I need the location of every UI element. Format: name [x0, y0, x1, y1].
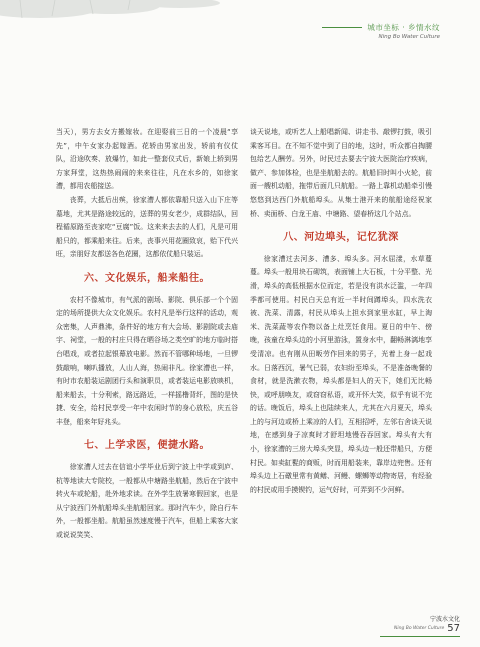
- section-heading-6: 六、文化娱乐，船来船往。: [84, 272, 210, 284]
- paragraph: 徐家漕人过去在信谊小学毕业后到宁波上中学或到庐、杭等地读大专院校，一般都从中塘路坐航船，然后在宁波中转火车或轮船，赴外地求读。在外学生放暑寒假回家，也是从宁波西门外航船埠头坐航船回家。那时汽车少，除自行车外，一般都坐船。航船虽然速度慢于汽车，但船上乘客大家或说说笑笑、: [56, 463, 238, 540]
- paragraph: 徐家漕过去河多、漕多、埠头多。河水屈漾，水草蔓蔓。埠头一般用块石砌筑，表面铺上大石板，十分平整、光滑，埠头的高低根据水位而定，若是没有洪水泛滥，一年四季都可使用。村民白天总有近一半时间蹲埠头，四水洗衣被、洗菜、清露，村民从埠头上担水到家里水缸，早上淘米、洗菜蔬等农作物以备上灶烹饪食用。夏日的中午、傍晚，孩童在埠头边的小河里游泳，置身水中，翻畅淋漓地享受清凉。也有刚从田畈劳作回来的男子，光着上身一起戏水。日落西沉，暑气已弱，农妇纷至埠头，不是准备晚餐的食材，就是洗漱衣物，埠头都是妇人的天下，她们无比畅快，或呼朋唤友，或窃窃私语，或开怀大笑，似乎有说不完的话。晚饭后，埠头上也陆续来人，尤其在六月夏天，埠头上的与河边或桥上乘凉的人们，互相招呼，左邻右舍谈天说地，在感到身子凉爽时才舒坦地慢吞吞回家。埠头有大有小，徐家漕的三房大埠头突显，埠头边一般还带船只，方便村民。如卖缸甏的商贩，时而用船装来，靠岸边兜售。还有埠头边上石礅里常有黄鳝、河鳗、螺蛳等动物寄居，有经验的村民或用手摸锲钓，运气好时，可弄到不少河鲜。: [250, 254, 432, 494]
- paragraph: 农村不像城市，有气派的剧场、影院、俱乐部一个个固定的场所提供大众文化娱乐。农村凡是举行这样的活动，观众密集，人声鼎沸，条件好的地方有大会场、影剧院或去庙宇、祠堂，一般的村庄只得在晒谷场之类空旷的地方临时搭台唱戏，或者拉起银幕放电影。然而不管哪种场地，一旦锣鼓敲响，喇叭播放，人山人海，热闹非凡。徐家漕也一样，有时市农船装运剧团行头和演职员，或者装运电影放映机，船来船去，十分利索，路远路近，一样摇橹背纤，图的是快捷、安全，给村民享受一年中农闲时节的身心放松，庆五谷丰登，船来年好兆头。: [56, 295, 238, 426]
- right-column: [250, 126, 432, 497]
- page-footer: [394, 614, 460, 634]
- section-heading-7: 七、上学求医，便捷水路。: [84, 440, 210, 452]
- running-header-title: 城市坐标 · 乡情水纹: [367, 23, 440, 32]
- footer-title: 宁波水文化: [429, 616, 460, 623]
- left-column: [56, 126, 238, 543]
- paragraph: 谈天说地，或听艺人上船唱新闻、讲走书、敲锣打鼓，吸引乘客耳目。在不知不觉中到了目的地，这时，听众都自掏腰包给艺人酬劳。另外，时民过去要去宁波大医院治疗疾病，做产、参加体检，也是坐航船去的。航船旧时叫小火轮，前面一艘机动船，拖带后面几只航船。一路上靠机动船牵引慢悠悠到达西门外航船埠头。从集士港开来的航船途经祝家桥、卖面桥、白龙王庙、中塘路、望春桥这几个站点。: [250, 128, 432, 218]
- running-header: [367, 22, 440, 40]
- header-rule: [322, 27, 362, 28]
- paragraph: 丧葬，大抵后出殡，徐家漕人都依靠船只送入山下庄等墓地，尤其是路途较远的，送葬的男女老少，成群结队，回程循原路至丧家吃“豆腐”饭。这来来去去的人们，凡是可用船只的，都乘船来往。后来，丧事兴用花圈致哀，贻下代兴旺，亲朋好友都送各色花圈，这都依仗船只装运。: [56, 195, 238, 259]
- running-header-subtitle: Ning Bo Water Culture: [378, 34, 440, 40]
- section-heading-8: 八、河边埠头，记忆犹深: [283, 232, 399, 244]
- paragraph: 当天），男方去女方搬嫁妆。在迎娶前三日的一个凌晨“享先”，中午女家办起嫁酒。花轿由男家出发，轿前有仪仗队，沿途吹奏、放爆竹，如此一整套仪式后，新娘上轿到男方家拜堂，这热热闹闹的来来往往，凡在水乡的，如徐家漕，都用农船接送。: [56, 128, 238, 191]
- footer-rule: [380, 636, 460, 637]
- footer-subtitle: Ning Bo Water Culture: [393, 626, 445, 631]
- page-number: 57: [447, 623, 460, 634]
